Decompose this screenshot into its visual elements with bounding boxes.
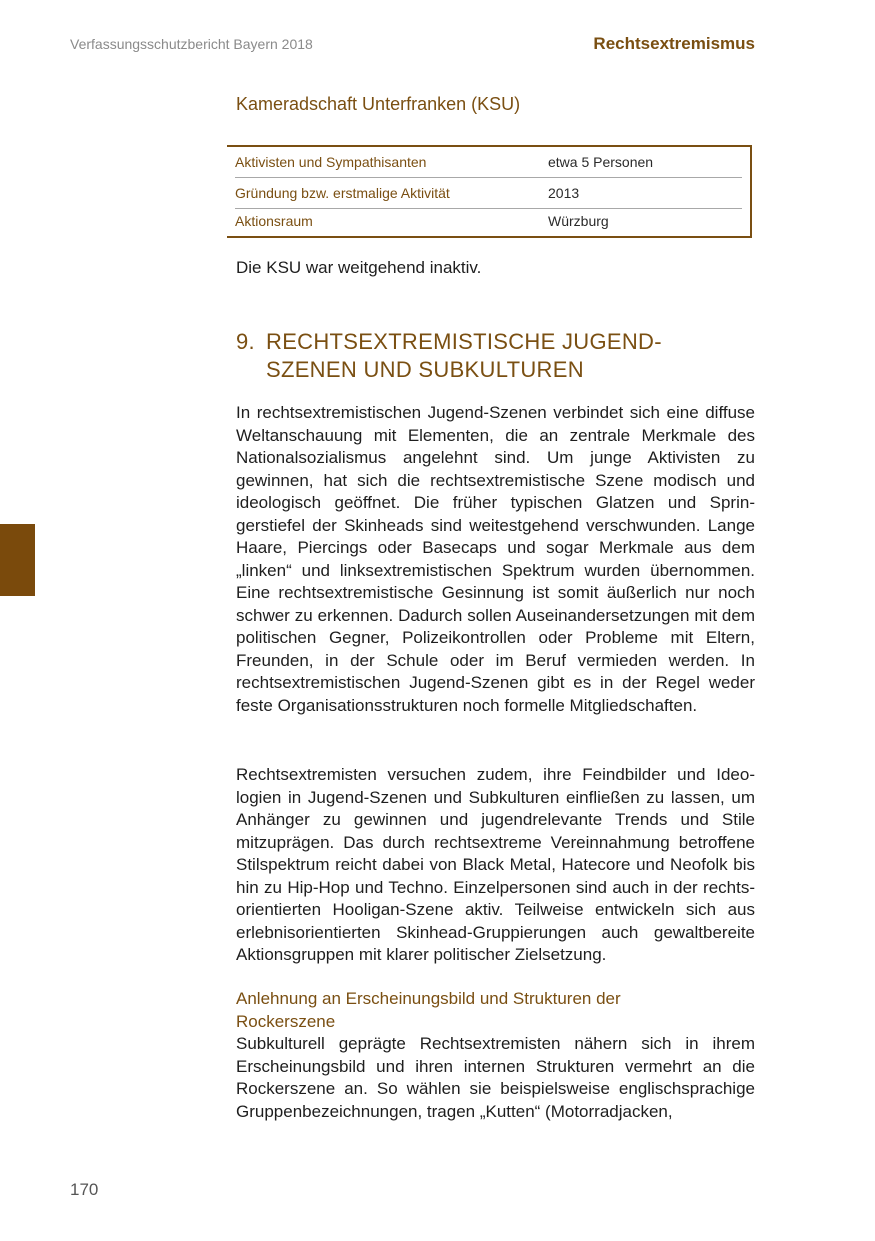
fact-row-founded [235,178,742,209]
fact-label: Aktionsraum [235,213,313,229]
body-paragraph-1: In rechtsextremistischen Jugend-Szenen verbindet sich eine diffuse Weltanschauung mit Elementen, die an zentrale Merkmale des Nationalsozialismus angelehnt sind. Um junge Aktivisten zu gewinnen, hat sich die rechtsextremistische Szene modisch und ideologisch geöffnet. Die früher typischen Glatzen und Springerstiefel der Skinheads sind weitestgehend verschwunden. Lange Haare, Piercings oder Basecaps und sogar Merkmale aus dem „linken“ und linksextremistischen Spektrum wurden übernommen. Eine rechtsextremistische Gesinnung ist somit äußerlich nur noch schwer zu erkennen. Dadurch sollen Auseinandersetzungen mit dem politischen Gegner, Polizeikontrollen oder Probleme mit Eltern, Freunden, in der Schule oder im Beruf vermieden werden. In rechtsextremistischen Jugend-Szenen gibt es in der Regel weder feste Organisationsstrukturen noch formelle Mitgliedschaften. [236,403,755,715]
report-title: Verfassungsschutzbericht Bayern 2018 [70,36,313,52]
section-number: 9. [236,329,255,354]
chapter-title: Rechtsextremismus [593,34,755,53]
organization-title: Kameradschaft Unterfranken (KSU) [236,94,521,114]
subheading: Anlehnung an Erscheinungsbild und Strukturen der Rockerszene [236,989,621,1031]
fact-label: Aktivisten und Sympathisanten [235,154,427,170]
body-paragraph-2: Rechtsextremisten versuchen zudem, ihre Feindbilder und Ideologien in Jugend-Szenen und Subkulturen einfließen zu lassen, um Anhänger zu gewinnen und jugendrelevante Trends und Stile mitzuprägen. Das durch rechtsextreme Vereinnahmung betroffene Stilspektrum reicht dabei von Black Metal, Hatecore und Neofolk bis hin zu Hip-Hop und Techno. Einzelpersonen sind auch in der rechts-orientierten Hooligan-Szene aktiv. Teilweise entwickeln sich aus erlebnisorientierten Skinhead-Gruppierungen auch gewaltbereite Aktionsgruppen mit klarer politischer Zielsetzung. [236,765,755,964]
page-number: 170 [70,1180,99,1199]
body-paragraph-3: Subkulturell geprägte Rechtsextremisten nähern sich in ihrem Erscheinungsbild und ihren internen Strukturen vermehrt an die Rockerszene an. So wählen sie beispielsweise englischsprachige Gruppenbezeichnungen, tragen „Kutten“ (Motorradjacken, [236,1034,755,1121]
fact-label: Gründung bzw. erstmalige Aktivität [235,185,450,201]
fact-value: Würzburg [548,213,609,229]
fact-value: 2013 [548,185,580,201]
fact-row-area [235,209,742,239]
chapter-side-tab [0,524,35,596]
organization-note: Die KSU war weitgehend inaktiv. [236,258,482,277]
section-title: RECHTSEXTREMISTISCHE JUGEND-SZENEN UND SUBKULTUREN [266,329,662,382]
fact-value: etwa 5 Personen [548,154,654,170]
fact-row-members [235,147,742,178]
organization-fact-box [227,145,752,238]
